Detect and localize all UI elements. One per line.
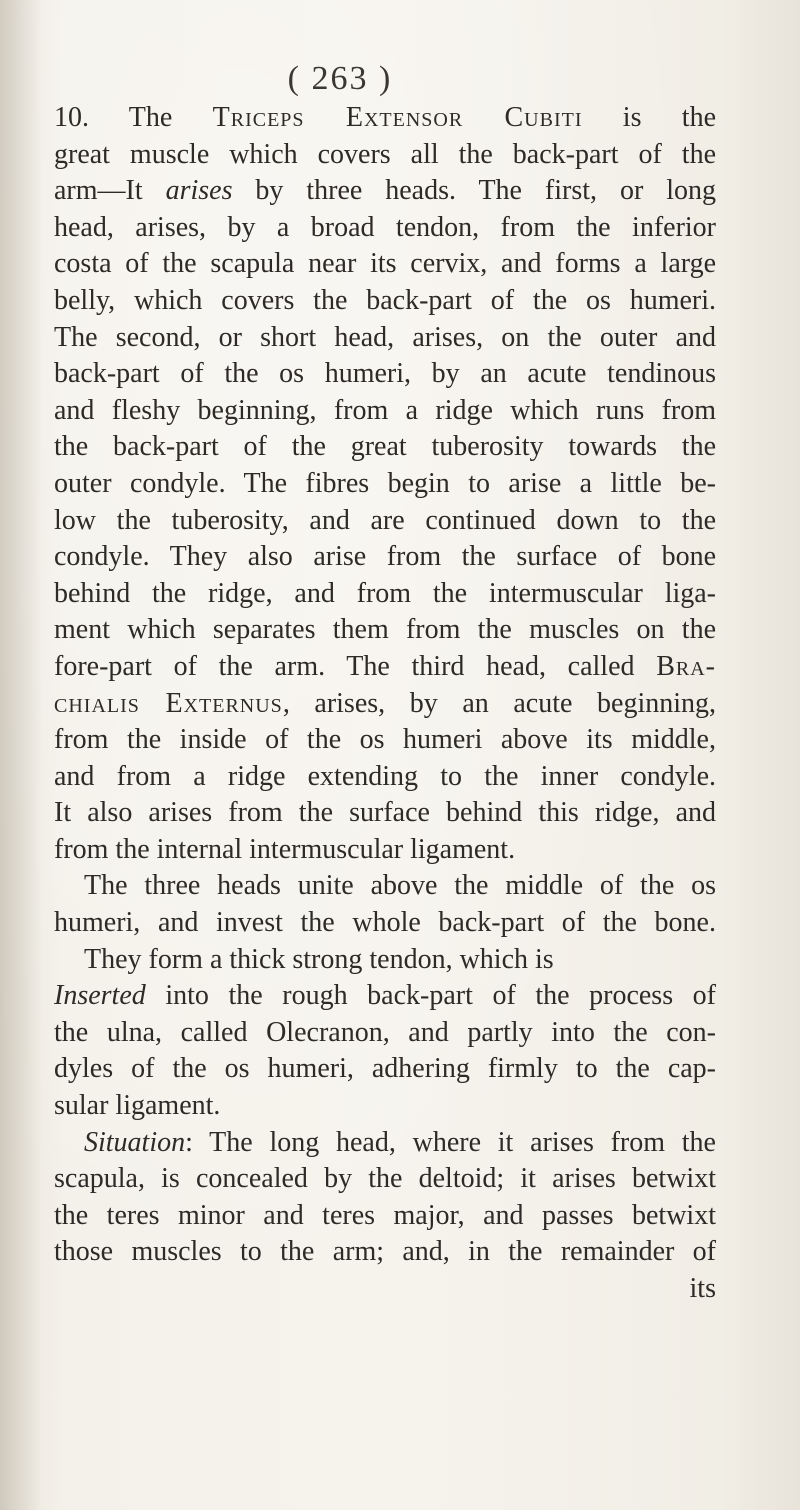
text-line: and from a ridge extending to the inner condyle. <box>54 760 716 792</box>
catchword: its <box>689 1273 716 1304</box>
text-line: Situation: The long head, where it arises from the <box>84 1126 716 1158</box>
text-line: great muscle which covers all the back-part of the <box>54 138 716 170</box>
text-line: They form a thick strong tendon, which is <box>84 943 554 975</box>
text-line: chialis Externus, arises, by an acute beginning, <box>54 687 716 719</box>
text-line: The second, or short head, arises, on the outer and <box>54 321 716 353</box>
text-line: 10. The Triceps Extensor Cubiti is the <box>54 102 716 133</box>
text-line: scapula, is concealed by the deltoid; it arises betwixt <box>54 1163 716 1195</box>
text-line: ment which separates them from the muscles on the <box>54 614 716 646</box>
text-line: low the tuberosity, and are continued down to the <box>54 504 716 536</box>
text-line: arm—It arises by three heads. The first, or long <box>54 175 716 207</box>
text-line: costa of the scapula near its cervix, and forms a large <box>54 248 716 280</box>
text-line: dyles of the os humeri, adhering firmly to the cap- <box>54 1053 716 1085</box>
text-line: Inserted into the rough back-part of the process of <box>54 980 716 1012</box>
body-text <box>54 100 716 1308</box>
text-line: It also arises from the surface behind this ridge, and <box>54 797 716 829</box>
page-gutter-shadow <box>0 0 42 1510</box>
text-line: and fleshy beginning, from a ridge which runs from <box>54 394 716 426</box>
text-line: the teres minor and teres major, and passes betwixt <box>54 1199 716 1231</box>
text-line: belly, which covers the back-part of the os humeri. <box>54 284 716 316</box>
text-line: The three heads unite above the middle of the os <box>84 870 716 902</box>
text-line: those muscles to the arm; and, in the remainder of <box>54 1236 716 1268</box>
text-line: the ulna, called Olecranon, and partly into the con- <box>54 1016 716 1048</box>
text-line: from the internal intermuscular ligament. <box>54 833 516 865</box>
text-line: head, arises, by a broad tendon, from the inferior <box>54 211 716 243</box>
text-line: back-part of the os humeri, by an acute tendinous <box>54 358 716 390</box>
text-line: outer condyle. The fibres begin to arise a little be- <box>54 467 716 499</box>
text-line: behind the ridge, and from the intermuscular liga- <box>54 577 716 609</box>
text-line: from the inside of the os humeri above its middle, <box>54 724 716 756</box>
text-line: fore-part of the arm. The third head, called Bra- <box>54 650 716 682</box>
text-line: sular ligament. <box>54 1090 221 1122</box>
text-line: condyle. They also arise from the surface of bone <box>54 541 716 573</box>
text-line: the back-part of the great tuberosity towards the <box>54 431 716 463</box>
text-line: humeri, and invest the whole back-part of the bone. <box>54 907 716 939</box>
page-number: ( 263 ) <box>287 60 393 97</box>
